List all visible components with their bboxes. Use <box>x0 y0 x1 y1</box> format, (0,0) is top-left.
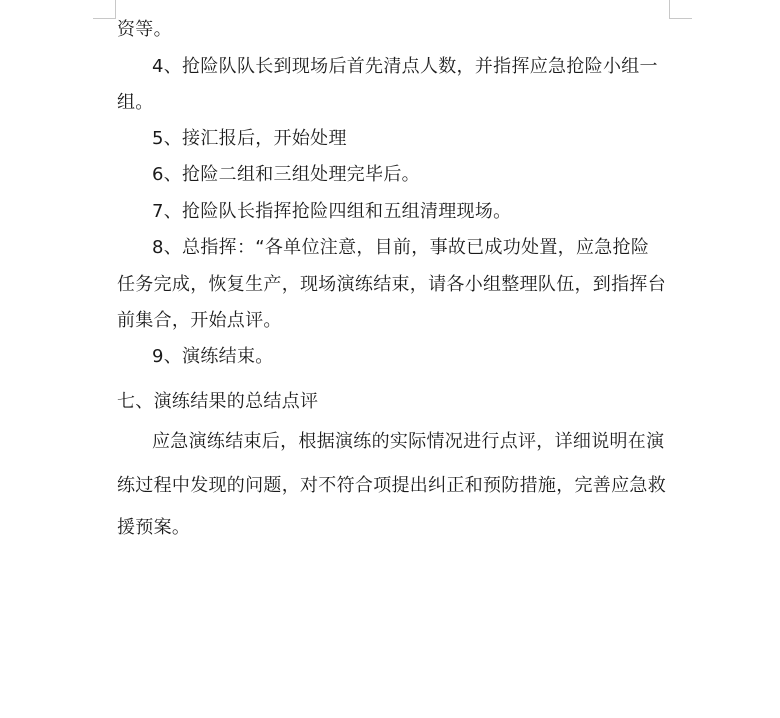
text-line: 组。 <box>117 92 154 113</box>
paragraph-line: 练过程中发现的问题，对不符合项提出纠正和预防措施，完善应急救 <box>117 475 666 496</box>
paragraph-line: 应急演练结束后，根据演练的实际情况进行点评，详细说明在演 <box>152 431 665 452</box>
list-item-7: 7、抢险队长指挥抢险四组和五组清理现场。 <box>152 201 512 222</box>
list-item-4: 4、抢险队队长到现场后首先清点人数，并指挥应急抢险小组一 <box>152 56 658 77</box>
list-item-9: 9、演练结束。 <box>152 346 274 367</box>
margin-corner-mark-right <box>669 0 692 19</box>
margin-corner-mark-left <box>93 0 116 19</box>
list-item-6: 6、抢险二组和三组处理完毕后。 <box>152 164 420 185</box>
section-heading: 七、演练结果的总结点评 <box>117 391 319 412</box>
text-line: 任务完成，恢复生产，现场演练结束，请各小组整理队伍，到指挥台 <box>117 274 666 295</box>
text-line: 前集合，开始点评。 <box>117 310 282 331</box>
list-item-8: 8、总指挥：“各单位注意，目前，事故已成功处置，应急抢险 <box>152 237 650 258</box>
paragraph-line: 援预案。 <box>117 517 191 538</box>
list-item-5: 5、接汇报后，开始处理 <box>152 128 347 149</box>
text-line: 资等。 <box>117 19 172 40</box>
